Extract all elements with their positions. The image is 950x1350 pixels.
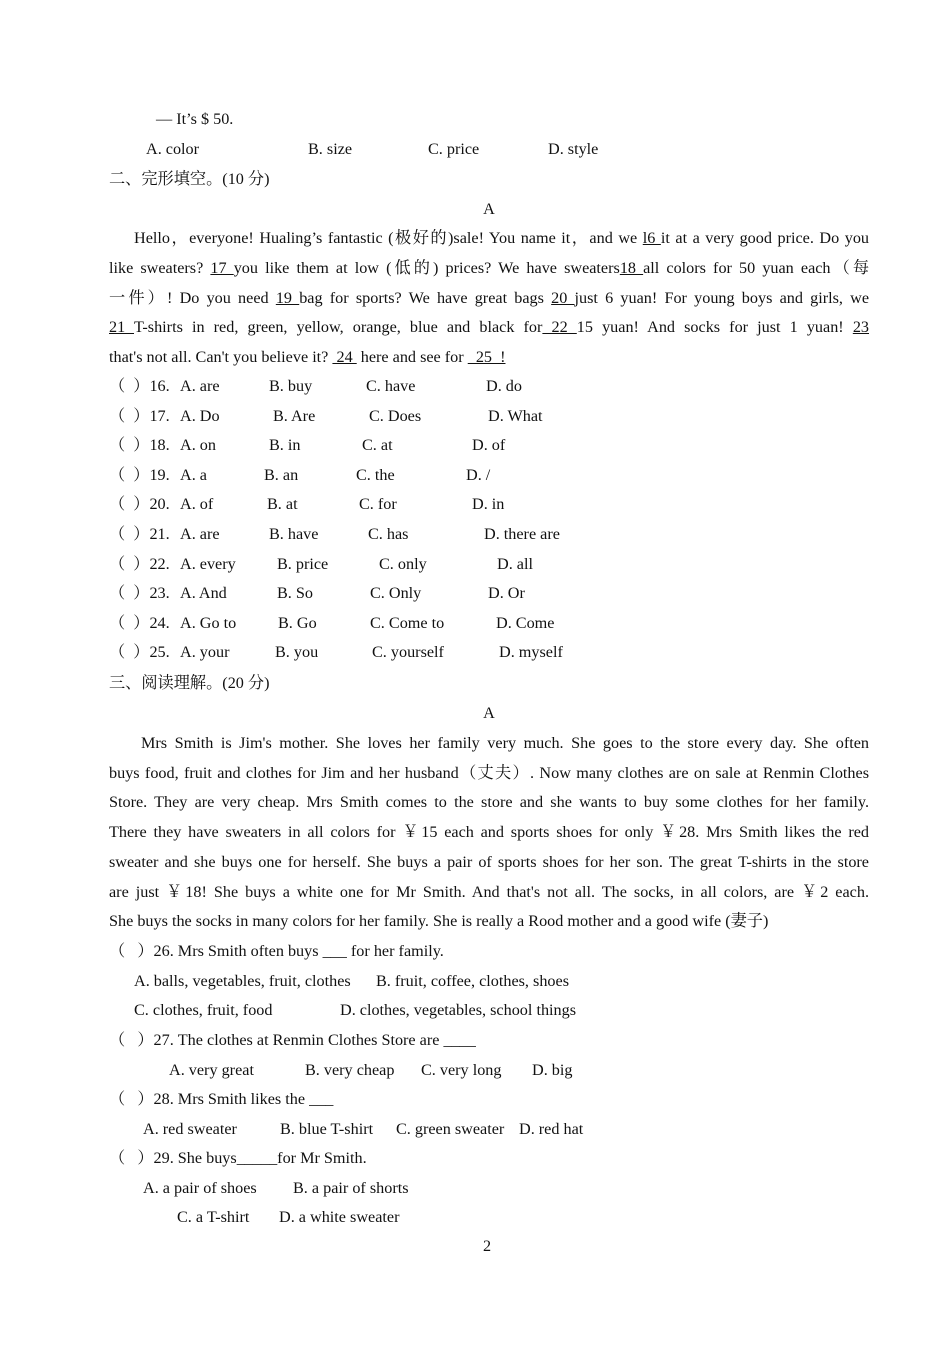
- question-number: （ ）16.: [109, 377, 170, 395]
- question-number: （ ）24.: [109, 613, 170, 632]
- question-option: A. are: [180, 525, 220, 543]
- section2-heading: 二、完形填空。(10 分): [109, 170, 270, 188]
- page-number: 2: [483, 1237, 492, 1255]
- question-option: B. So: [277, 584, 313, 603]
- passage-text: all colors for 50 yuan each（每: [643, 259, 870, 277]
- reading-passage-line: buys food, fruit and clothes for Jim and her husband（丈夫）. Now many clothes are on sale at Renmin Clothes: [109, 763, 869, 782]
- reading-passage-line: Mrs Smith is Jim's mother. She loves her family very much. She goes to the store every day. She often: [141, 734, 869, 752]
- question-option: B. have: [269, 525, 319, 543]
- question-option: D. do: [486, 377, 522, 395]
- question-option: A. And: [180, 584, 227, 603]
- passage-text: bag for sports? We have great bags: [299, 289, 552, 307]
- question-option: D. Or: [488, 584, 525, 603]
- question-option: D. big: [532, 1060, 573, 1079]
- question-option: A. Do: [180, 406, 220, 425]
- question-option: B. an: [264, 465, 299, 484]
- question-option: C. Does: [369, 406, 422, 425]
- question-option: A. of: [180, 495, 214, 514]
- blank-number: 21: [109, 318, 134, 336]
- question-option: C. clothes, fruit, food: [134, 1001, 273, 1020]
- question-option: B. Go: [278, 613, 317, 632]
- question-option: B. at: [267, 495, 298, 514]
- passage-text: that's not all. Can't you believe it?: [109, 348, 333, 366]
- question-option: C. Come to: [370, 613, 445, 632]
- question-option: D. /: [466, 465, 491, 484]
- question-option: B. buy: [269, 377, 313, 395]
- question-option: A. are: [180, 377, 220, 395]
- question-option: D. in: [472, 495, 505, 514]
- question-option: D. red hat: [519, 1119, 584, 1138]
- reading-passage-line: sweater and she buys one for herself. She buys a pair of sports shoes for her son. The great T-shirts in the store: [109, 852, 869, 871]
- passage-text: it at a very good price. Do you: [660, 229, 870, 247]
- question-option: C. has: [368, 525, 409, 543]
- question-option: A. a: [180, 465, 207, 484]
- question-option: D. of: [472, 436, 506, 455]
- question-option: C. at: [362, 436, 393, 455]
- question-option: A. a pair of shoes: [143, 1178, 257, 1197]
- question-stem: （ ）27. The clothes at Renmin Clothes Store are ____: [109, 1031, 476, 1049]
- question-number: （ ）18.: [109, 436, 170, 455]
- question-number: （ ）25.: [109, 643, 170, 662]
- question-option: A. on: [180, 436, 216, 455]
- question-option: D. clothes, vegetables, school things: [340, 1001, 577, 1020]
- cloze-passage-line: [109, 317, 869, 337]
- question-option: C. the: [356, 465, 395, 484]
- question-option: A. very great: [169, 1060, 254, 1079]
- question-option: C. yourself: [372, 643, 444, 662]
- blank-number: 24: [332, 348, 357, 366]
- section2-passage-label: A: [483, 200, 495, 218]
- passage-text: just 6 yuan! For young boys and girls, we: [574, 289, 870, 307]
- reading-passage-line: There they have sweaters in all colors for ￥15 each and sports shoes for only ￥28. Mrs Smith likes the red: [109, 823, 869, 842]
- question-option: A. your: [180, 643, 230, 662]
- question-option: B. in: [269, 436, 301, 455]
- question-number: （ ）21.: [109, 525, 170, 543]
- q15-option-c: C. price: [428, 140, 480, 158]
- question-option: D. all: [497, 554, 533, 573]
- question-option: B. very cheap: [305, 1060, 395, 1079]
- blank-number: l6: [642, 229, 661, 247]
- cloze-passage-line: [109, 347, 505, 367]
- blank-number: 23: [852, 318, 869, 336]
- question-stem: （ ）29. She buys_____for Mr Smith.: [109, 1149, 367, 1167]
- blank-number: 25 !: [467, 348, 506, 366]
- passage-text: 一件）! Do you need: [109, 289, 276, 307]
- cloze-passage-line: [109, 228, 869, 248]
- question-option: C. have: [366, 377, 416, 395]
- question-option: B. price: [277, 554, 329, 573]
- question-option: A. every: [180, 554, 236, 573]
- blank-number: 22: [542, 318, 577, 336]
- question-option: D. Come: [496, 613, 555, 632]
- question-option: B. Are: [273, 406, 316, 425]
- question-option: C. only: [379, 554, 427, 573]
- q15-option-a: A. color: [146, 140, 200, 158]
- question-number: （ ）22.: [109, 554, 170, 573]
- passage-text: you like them at low (低的) prices? We have sweaters: [233, 259, 620, 277]
- question-option: B. fruit, coffee, clothes, shoes: [376, 971, 570, 990]
- blank-number: 17: [210, 259, 234, 277]
- passage-text: 15 yuan! And socks for just 1 yuan!: [576, 318, 853, 336]
- blank-number: 20: [551, 289, 575, 307]
- passage-text: Hello，everyone! Hualing’s fantastic (极好的)sale! You name it，and we: [134, 229, 643, 247]
- blank-number: 19: [275, 289, 300, 307]
- question-option: C. for: [359, 495, 397, 514]
- question-option: A. red sweater: [143, 1119, 237, 1138]
- question-stem: （ ）26. Mrs Smith often buys ___ for her family.: [109, 942, 444, 960]
- passage-text: here and see for: [356, 348, 468, 366]
- reading-passage-line: Store. They are very cheap. Mrs Smith comes to the store and she wants to buy some clothes for her family.: [109, 793, 869, 812]
- question-number: （ ）17.: [109, 406, 170, 425]
- q15-option-b: B. size: [308, 140, 353, 158]
- question-option: C. a T-shirt: [177, 1208, 250, 1227]
- question-number: （ ）23.: [109, 584, 170, 603]
- q15-option-d: D. style: [548, 140, 599, 158]
- question-option: B. you: [275, 643, 319, 662]
- question-option: B. a pair of shorts: [293, 1178, 409, 1197]
- question-option: D. a white sweater: [279, 1208, 400, 1227]
- question-option: A. balls, vegetables, fruit, clothes: [134, 971, 351, 990]
- cloze-passage-line: [109, 288, 869, 308]
- section3-passage-label: A: [483, 704, 495, 722]
- answer-line: — It’s $ 50.: [156, 110, 234, 128]
- question-option: D. there are: [484, 525, 560, 543]
- question-number: （ ）20.: [109, 495, 170, 514]
- question-option: D. What: [488, 406, 543, 425]
- question-stem: （ ）28. Mrs Smith likes the ___: [109, 1090, 334, 1108]
- reading-passage-line: are just ￥18! She buys a white one for Mr Smith. And that's not all. The socks, in all colors, are ￥2 each.: [109, 882, 869, 901]
- question-option: C. very long: [421, 1060, 502, 1079]
- question-option: D. myself: [499, 643, 563, 662]
- question-option: C. green sweater: [396, 1119, 505, 1138]
- passage-text: like sweaters?: [109, 259, 211, 277]
- cloze-passage-line: [109, 258, 869, 278]
- question-number: （ ）19.: [109, 465, 170, 484]
- reading-passage-line: She buys the socks in many colors for her family. She is really a Rood mother and a good wife (妻子): [109, 912, 769, 931]
- passage-text: T-shirts in red, green, yellow, orange, blue and black for: [134, 318, 543, 336]
- question-option: C. Only: [370, 584, 422, 603]
- question-option: A. Go to: [180, 613, 237, 632]
- section3-heading: 三、阅读理解。(20 分): [109, 674, 270, 692]
- blank-number: 18: [619, 259, 644, 277]
- question-option: B. blue T-shirt: [280, 1119, 374, 1138]
